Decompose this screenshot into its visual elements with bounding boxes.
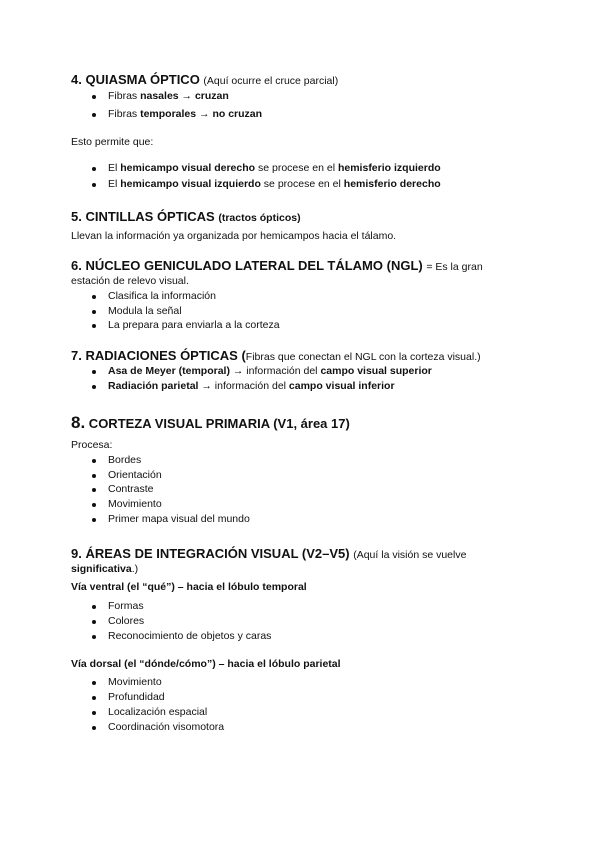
section-6-note: = Es la gran xyxy=(426,261,483,273)
section-8-heading xyxy=(71,413,350,433)
section-6-title: 6. NÚCLEO GENICULADO LATERAL DEL TÁLAMO (NGL) xyxy=(71,258,427,273)
section-9-title: 9. ÁREAS DE INTEGRACIÓN VISUAL (V2–V5) xyxy=(71,546,354,561)
list-item: Asa de Meyer (temporal) → información del campo visual superior xyxy=(90,364,432,379)
list-item: Fibras nasales → cruzan xyxy=(90,89,262,104)
section-7-title: 7. RADIACIONES ÓPTICAS ( xyxy=(71,348,246,363)
section-6-heading xyxy=(71,258,483,273)
ventral-pathway-heading: Vía ventral (el “qué”) – hacia el lóbulo temporal xyxy=(71,581,307,593)
list-item: Profundidad xyxy=(90,690,224,705)
section-6-list xyxy=(90,289,280,333)
section-4-heading xyxy=(71,72,338,87)
list-item: El hemicampo visual izquierdo se procese en el hemisferio derecho xyxy=(90,177,441,192)
list-item: El hemicampo visual derecho se procese en el hemisferio izquierdo xyxy=(90,161,441,176)
list-item: Orientación xyxy=(90,468,250,483)
section-9-note-line-2: significativa.) xyxy=(71,563,139,575)
section-7-list xyxy=(90,364,432,394)
list-item: Clasifica la información xyxy=(90,289,280,304)
list-item: Contraste xyxy=(90,482,250,497)
section-4-intro: Esto permite que: xyxy=(71,136,154,148)
section-9-note: (Aquí la visión se vuelve xyxy=(353,549,467,561)
list-item: Colores xyxy=(90,614,271,629)
section-5-heading xyxy=(71,209,301,224)
list-item: Coordinación visomotora xyxy=(90,720,224,735)
section-5-note: (tractos ópticos) xyxy=(218,212,301,224)
section-8-intro: Procesa: xyxy=(71,439,113,451)
section-7-note: Fibras que conectan el NGL con la corteza visual.) xyxy=(245,351,481,363)
section-9-heading xyxy=(71,546,466,561)
list-item: Radiación parietal → información del campo visual inferior xyxy=(90,379,432,394)
list-item: Localización espacial xyxy=(90,705,224,720)
section-6-note-2: estación de relevo visual. xyxy=(71,275,189,287)
list-item: La prepara para enviarla a la corteza xyxy=(90,318,280,333)
list-item: Modula la señal xyxy=(90,304,280,319)
list-item: Primer mapa visual del mundo xyxy=(90,512,250,527)
list-item: Formas xyxy=(90,599,271,614)
list-item: Movimiento xyxy=(90,497,250,512)
list-item: Reconocimiento de objetos y caras xyxy=(90,629,271,644)
ventral-pathway-list xyxy=(90,599,271,644)
list-item: Movimiento xyxy=(90,675,224,690)
section-7-heading xyxy=(71,348,481,363)
dorsal-pathway-list xyxy=(90,675,224,735)
section-4-list-2 xyxy=(90,161,441,192)
section-5-text: Llevan la información ya organizada por hemicampos hacia el tálamo. xyxy=(71,230,397,242)
list-item: Fibras temporales → no cruzan xyxy=(90,107,262,122)
section-8-title: CORTEZA VISUAL PRIMARIA (V1, área 17) xyxy=(85,416,350,431)
section-4-title: 4. QUIASMA ÓPTICO xyxy=(71,72,204,87)
section-8-list xyxy=(90,453,250,526)
list-item: Bordes xyxy=(90,453,250,468)
dorsal-pathway-heading: Vía dorsal (el “dónde/cómo”) – hacia el lóbulo parietal xyxy=(71,658,341,670)
section-8-number: 8. xyxy=(71,413,86,432)
section-4-list xyxy=(90,89,262,122)
section-5-title: 5. CINTILLAS ÓPTICAS xyxy=(71,209,219,224)
section-4-note: (Aquí ocurre el cruce parcial) xyxy=(203,75,339,87)
